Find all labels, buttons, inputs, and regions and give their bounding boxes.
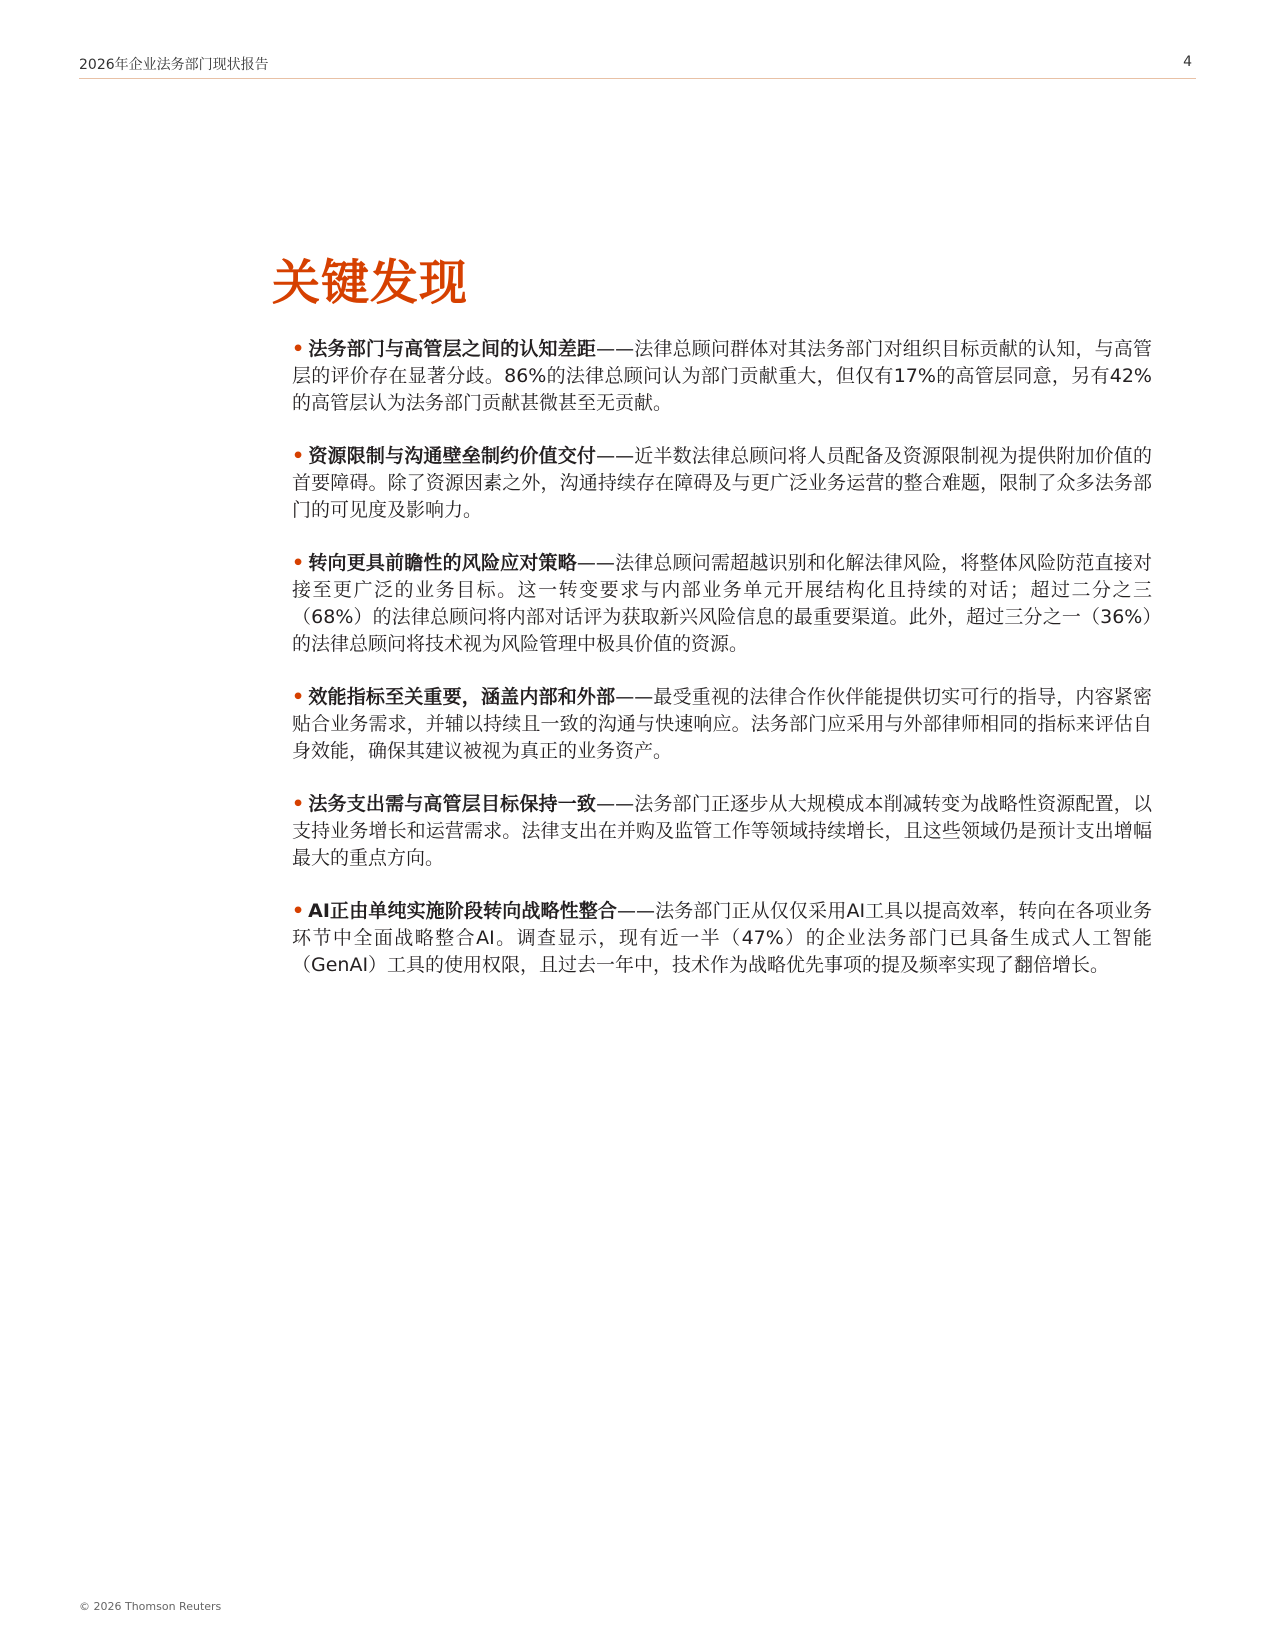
bullet-icon: • <box>292 793 305 815</box>
bullet-icon: • <box>292 900 305 922</box>
report-title: 2026年企业法务部门现状报告 <box>79 57 269 73</box>
finding-title: 法务部门与高管层之间的认知差距 <box>308 338 597 360</box>
finding-text: ——法律总顾问群体对其法务部门对组织目标贡献的认知，与高管层的评价存在显著分歧。86%的法律总顾问认为部门贡献重大，但仅有17%的高管层同意，另有42%的高管层认为法务部门贡献甚微甚至无贡献。 <box>292 338 1152 414</box>
finding-title: AI正由单纯实施阶段转向战略性整合 <box>308 900 618 922</box>
finding-title: 转向更具前瞻性的风险应对策略 <box>308 552 577 574</box>
finding-text: ——近半数法律总顾问将人员配备及资源限制视为提供附加价值的首要障碍。除了资源因素之外，沟通持续存在障碍及与更广泛业务运营的整合难题，限制了众多法务部门的可见度及影响力。 <box>292 445 1152 521</box>
finding-item <box>292 791 1152 872</box>
bullet-icon: • <box>292 338 305 360</box>
finding-item <box>292 336 1152 417</box>
key-findings-list <box>292 336 1152 1005</box>
page-header <box>79 52 1196 79</box>
finding-item <box>292 443 1152 524</box>
page-number: 4 <box>1183 54 1192 70</box>
finding-text: ——法务部门正从仅仅采用AI工具以提高效率，转向在各项业务环节中全面战略整合AI。调查显示，现有近一半（47%）的企业法务部门已具备生成式人工智能（GenAI）工具的使用权限，且过去一年中，技术作为战略优先事项的提及频率实现了翻倍增长。 <box>292 900 1152 976</box>
finding-text: ——最受重视的法律合作伙伴能提供切实可行的指导，内容紧密贴合业务需求，并辅以持续且一致的沟通与快速响应。法务部门应采用与外部律师相同的指标来评估自身效能，确保其建议被视为真正的业务资产。 <box>292 686 1152 762</box>
finding-title: 资源限制与沟通壁垒制约价值交付 <box>308 445 597 467</box>
section-heading: 关键发现 <box>272 255 469 311</box>
bullet-icon: • <box>292 686 305 708</box>
bullet-icon: • <box>292 552 305 574</box>
copyright-footer: © 2026 Thomson Reuters <box>79 1600 222 1613</box>
finding-text: ——法务部门正逐步从大规模成本削减转变为战略性资源配置，以支持业务增长和运营需求。法律支出在并购及监管工作等领域持续增长，且这些领域仍是预计支出增幅最大的重点方向。 <box>292 793 1152 869</box>
finding-item <box>292 898 1152 979</box>
finding-title: 法务支出需与高管层目标保持一致 <box>308 793 597 815</box>
finding-title: 效能指标至关重要，涵盖内部和外部 <box>308 686 616 708</box>
bullet-icon: • <box>292 445 305 467</box>
finding-item <box>292 684 1152 765</box>
finding-text: ——法律总顾问需超越识别和化解法律风险，将整体风险防范直接对接至更广泛的业务目标。这一转变要求与内部业务单元开展结构化且持续的对话；超过二分之三（68%）的法律总顾问将内部对话评为获取新兴风险信息的最重要渠道。此外，超过三分之一（36%）的法律总顾问将技术视为风险管理中极具价值的资源。 <box>292 552 1152 655</box>
finding-item <box>292 550 1152 658</box>
